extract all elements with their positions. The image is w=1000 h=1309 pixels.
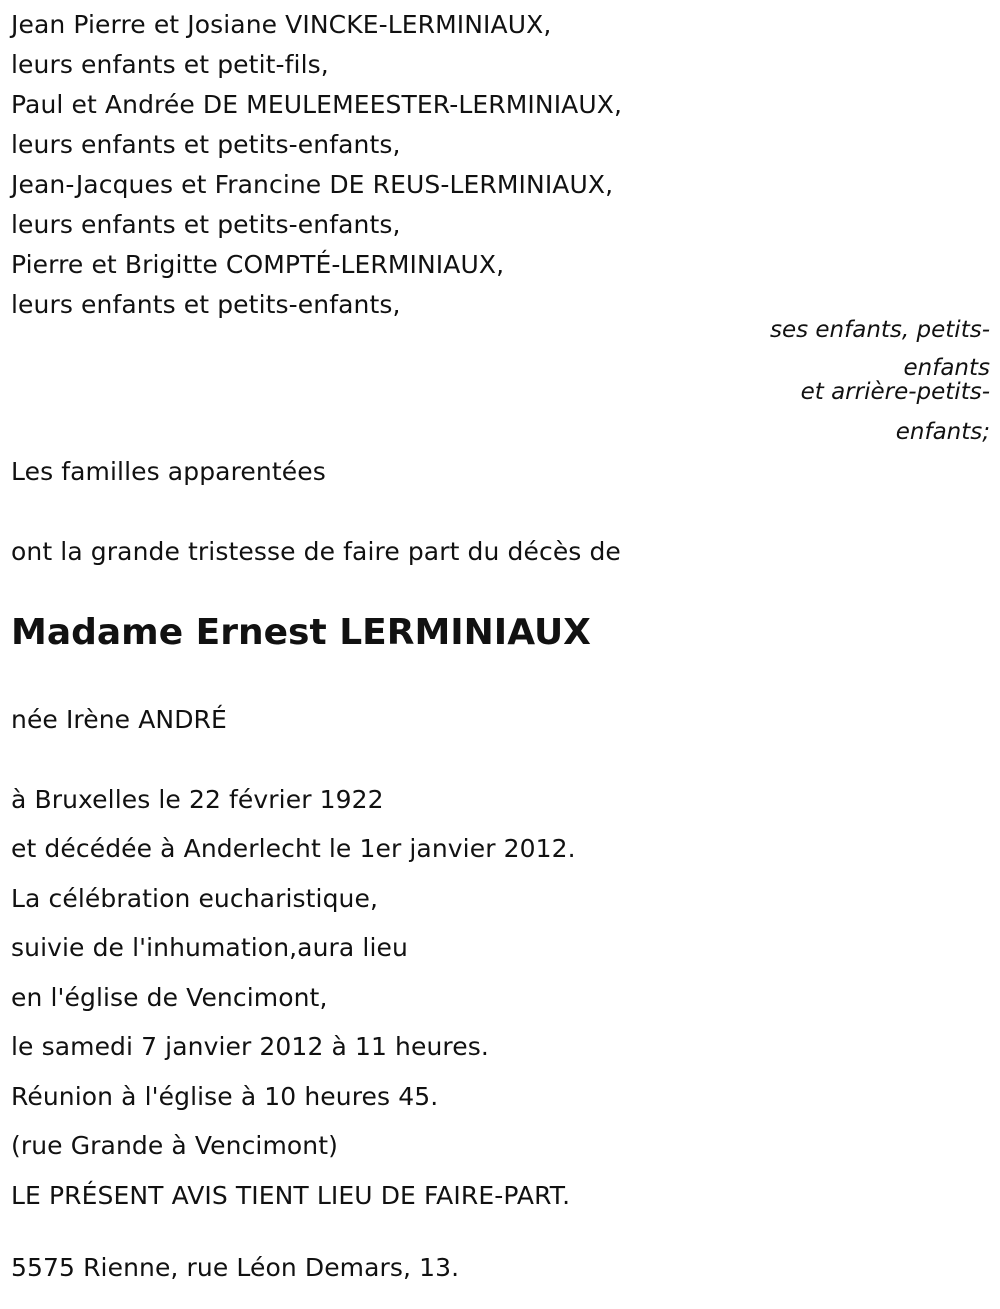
deceased-name: Madame Ernest LERMINIAUX (11, 612, 591, 653)
detail-line: en l'église de Vencimont, (11, 983, 328, 1012)
family-line: leurs enfants et petits-enfants, (11, 210, 401, 239)
detail-line: Réunion à l'église à 10 heures 45. (11, 1082, 439, 1111)
descendants-line: et arrière-petits- (800, 379, 990, 405)
maiden-name: née Irène ANDRÉ (11, 705, 227, 734)
detail-line: suivie de l'inhumation,aura lieu (11, 933, 408, 962)
announcement-text: ont la grande tristesse de faire part du décès de (11, 537, 621, 566)
family-line: Jean-Jacques et Francine DE REUS-LERMINIAUX, (11, 170, 614, 199)
family-line: Paul et Andrée DE MEULEMEESTER-LERMINIAUX, (11, 90, 623, 119)
detail-line: le samedi 7 janvier 2012 à 11 heures. (11, 1032, 489, 1061)
detail-line: et décédée à Anderlecht le 1er janvier 2012. (11, 834, 576, 863)
detail-line: à Bruxelles le 22 février 1922 (11, 785, 384, 814)
family-line: Jean Pierre et Josiane VINCKE-LERMINIAUX, (11, 10, 552, 39)
detail-line: (rue Grande à Vencimont) (11, 1131, 339, 1160)
descendants-line: ses enfants, petits- (769, 317, 990, 343)
family-line: leurs enfants et petits-enfants, (11, 290, 401, 319)
related-families: Les familles apparentées (11, 457, 326, 486)
family-line: leurs enfants et petits-enfants, (11, 130, 401, 159)
family-line: leurs enfants et petit-fils, (11, 50, 329, 79)
descendants-line: enfants; (895, 419, 990, 445)
descendants-line: enfants (903, 355, 990, 381)
family-line: Pierre et Brigitte COMPTÉ-LERMINIAUX, (11, 250, 505, 279)
detail-line: LE PRÉSENT AVIS TIENT LIEU DE FAIRE-PART. (11, 1181, 571, 1210)
detail-line: La célébration eucharistique, (11, 884, 379, 913)
address-line: 5575 Rienne, rue Léon Demars, 13. (11, 1253, 460, 1282)
